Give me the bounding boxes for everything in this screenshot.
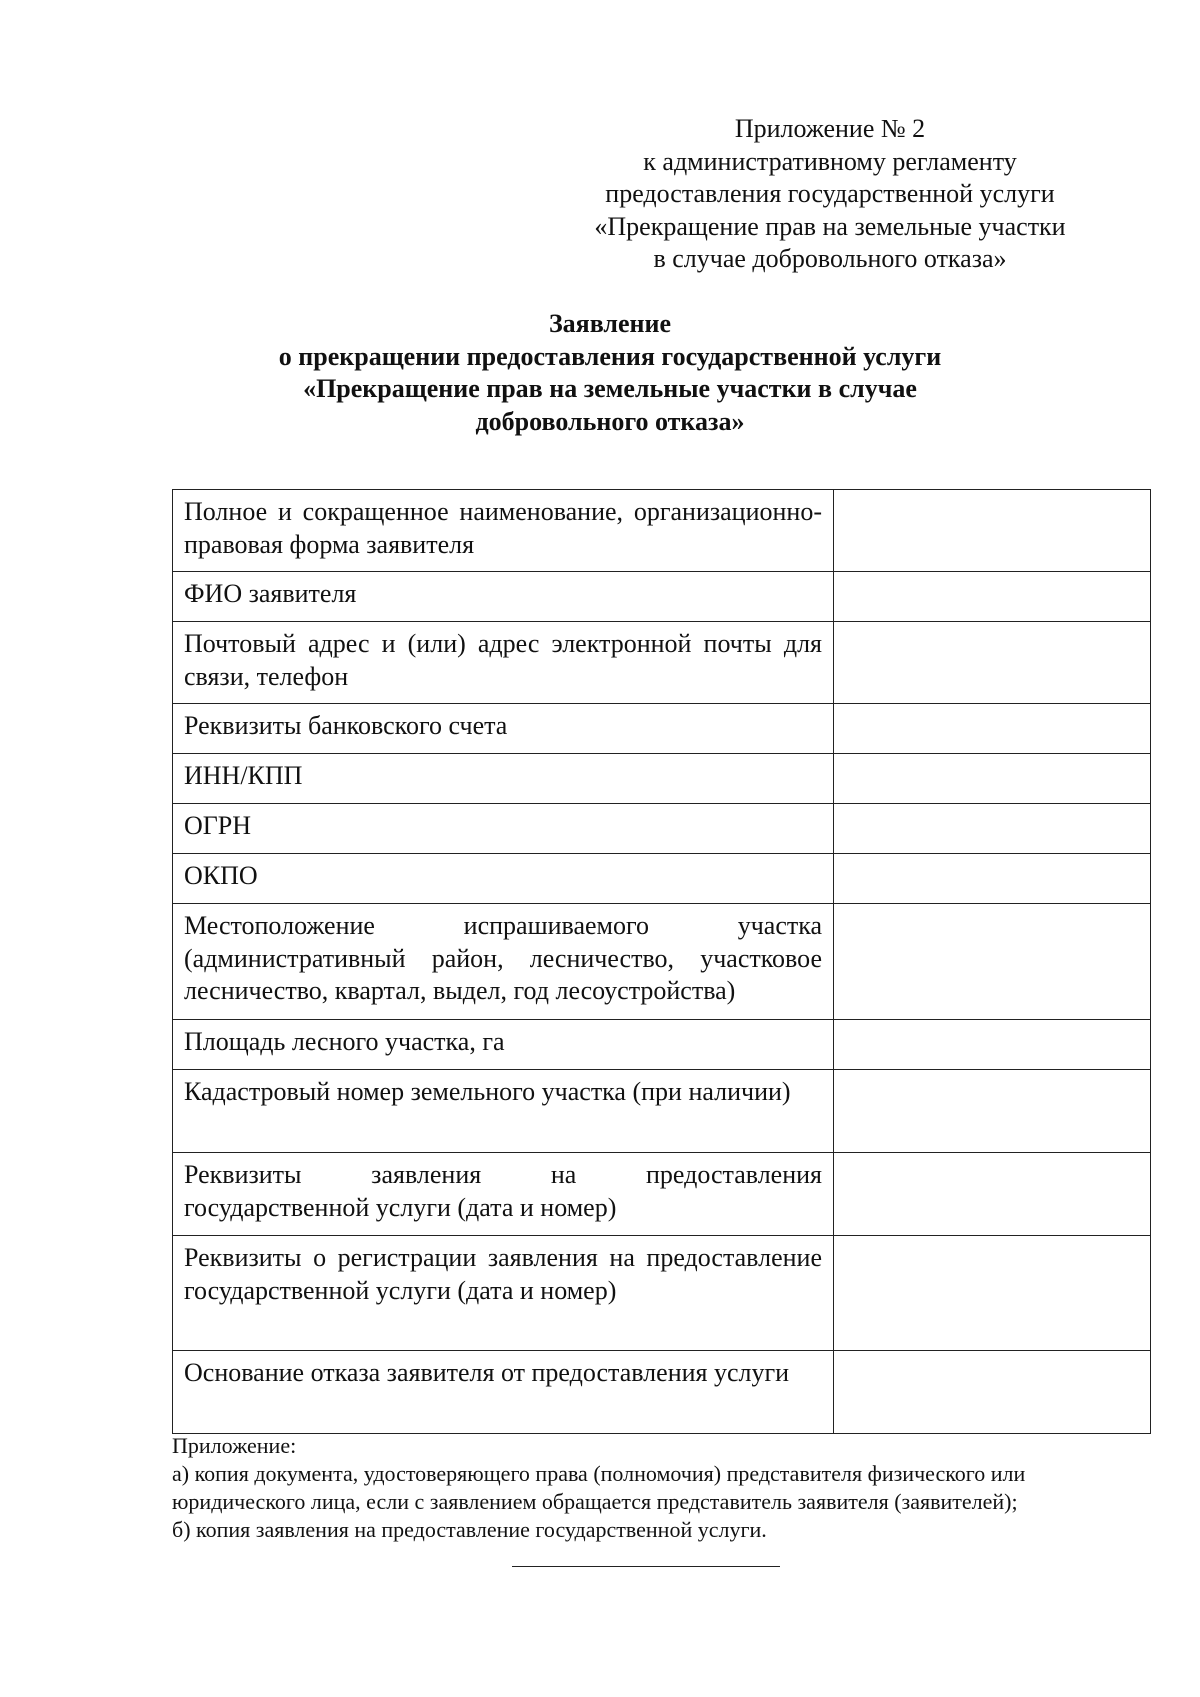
- attachment-item: б) копия заявления на предоставление государственной услуги.: [172, 1517, 767, 1542]
- document-title: [150, 308, 1070, 438]
- row-label-cell: [173, 904, 834, 1020]
- row-value-cell[interactable]: [834, 704, 1151, 754]
- row-value-cell[interactable]: [834, 1020, 1151, 1070]
- table-row: [173, 1020, 1151, 1070]
- attachment-item: а) копия документа, удостоверяющего права (полномочия) представителя физического или: [172, 1461, 1026, 1486]
- document-title-line: Заявление: [548, 309, 672, 338]
- row-label-cell: [173, 1020, 834, 1070]
- table-row: [173, 490, 1151, 572]
- attachments-heading: Приложение:: [172, 1433, 297, 1458]
- row-label: Кадастровый номер земельного участка (при наличии): [184, 1077, 791, 1106]
- row-label: Местоположение испрашиваемого участка (административный район, лесничество, участковое лесничество, квартал, выдел, год лесоустройства): [184, 911, 822, 1005]
- row-label: Площадь лесного участка, га: [184, 1027, 505, 1056]
- row-label: Реквизиты о регистрации заявления на предоставление государственной услуги (дата и номер): [184, 1243, 822, 1305]
- appendix-header-line: в случае добровольного отказа»: [653, 244, 1007, 273]
- application-form-table: [172, 489, 1151, 1434]
- row-label: Реквизиты банковского счета: [184, 711, 508, 740]
- attachments-section: [172, 1432, 1132, 1544]
- row-value-cell[interactable]: [834, 1153, 1151, 1236]
- row-label: Почтовый адрес и (или) адрес электронной почты для связи, телефон: [184, 629, 822, 691]
- row-value-cell[interactable]: [834, 804, 1151, 854]
- row-label-cell: [173, 1236, 834, 1351]
- row-label: ФИО заявителя: [184, 579, 357, 608]
- table-row: [173, 904, 1151, 1020]
- closing-divider-line: [512, 1566, 780, 1567]
- row-label-cell: [173, 754, 834, 804]
- table-row: [173, 1153, 1151, 1236]
- row-value-cell[interactable]: [834, 854, 1151, 904]
- row-value-cell[interactable]: [834, 572, 1151, 622]
- row-label-cell: [173, 704, 834, 754]
- row-value-cell[interactable]: [834, 1351, 1151, 1434]
- table-row: [173, 1236, 1151, 1351]
- table-row: [173, 704, 1151, 754]
- document-title-line: «Прекращение прав на земельные участки в случае: [303, 374, 917, 403]
- row-label-cell: [173, 572, 834, 622]
- table-row: [173, 804, 1151, 854]
- table-row: [173, 1070, 1151, 1153]
- row-label-cell: [173, 1351, 834, 1434]
- appendix-header: [560, 113, 1100, 276]
- appendix-header-line: предоставления государственной услуги: [605, 179, 1055, 208]
- appendix-header-line: «Прекращение прав на земельные участки: [594, 211, 1066, 241]
- document-title-line: о прекращении предоставления государственной услуги: [278, 341, 942, 371]
- table-row: [173, 854, 1151, 904]
- row-value-cell[interactable]: [834, 754, 1151, 804]
- document-title-line: добровольного отказа»: [475, 406, 745, 436]
- row-value-cell[interactable]: [834, 1236, 1151, 1351]
- row-label: Реквизиты заявления на предоставления государственной услуги (дата и номер): [184, 1160, 822, 1222]
- row-label-cell: [173, 854, 834, 904]
- row-label-cell: [173, 1153, 834, 1236]
- row-value-cell[interactable]: [834, 1070, 1151, 1153]
- table-row: [173, 754, 1151, 804]
- table-row: [173, 572, 1151, 622]
- appendix-header-line: Приложение № 2: [734, 114, 926, 143]
- row-label: ИНН/КПП: [184, 761, 303, 790]
- row-label: Основание отказа заявителя от предоставления услуги: [184, 1358, 790, 1387]
- table-row: [173, 1351, 1151, 1434]
- row-value-cell[interactable]: [834, 490, 1151, 572]
- row-label-cell: [173, 1070, 834, 1153]
- row-label-cell: [173, 490, 834, 572]
- row-label-cell: [173, 622, 834, 704]
- row-label: ОГРН: [184, 811, 252, 840]
- row-label: Полное и сокращенное наименование, организационно-правовая форма заявителя: [184, 497, 822, 559]
- attachment-item: юридического лица, если с заявлением обращается представитель заявителя (заявителей);: [172, 1489, 1018, 1514]
- row-label: ОКПО: [184, 861, 258, 890]
- table-row: [173, 622, 1151, 704]
- row-label-cell: [173, 804, 834, 854]
- row-value-cell[interactable]: [834, 904, 1151, 1020]
- appendix-header-line: к административному регламенту: [643, 146, 1017, 176]
- row-value-cell[interactable]: [834, 622, 1151, 704]
